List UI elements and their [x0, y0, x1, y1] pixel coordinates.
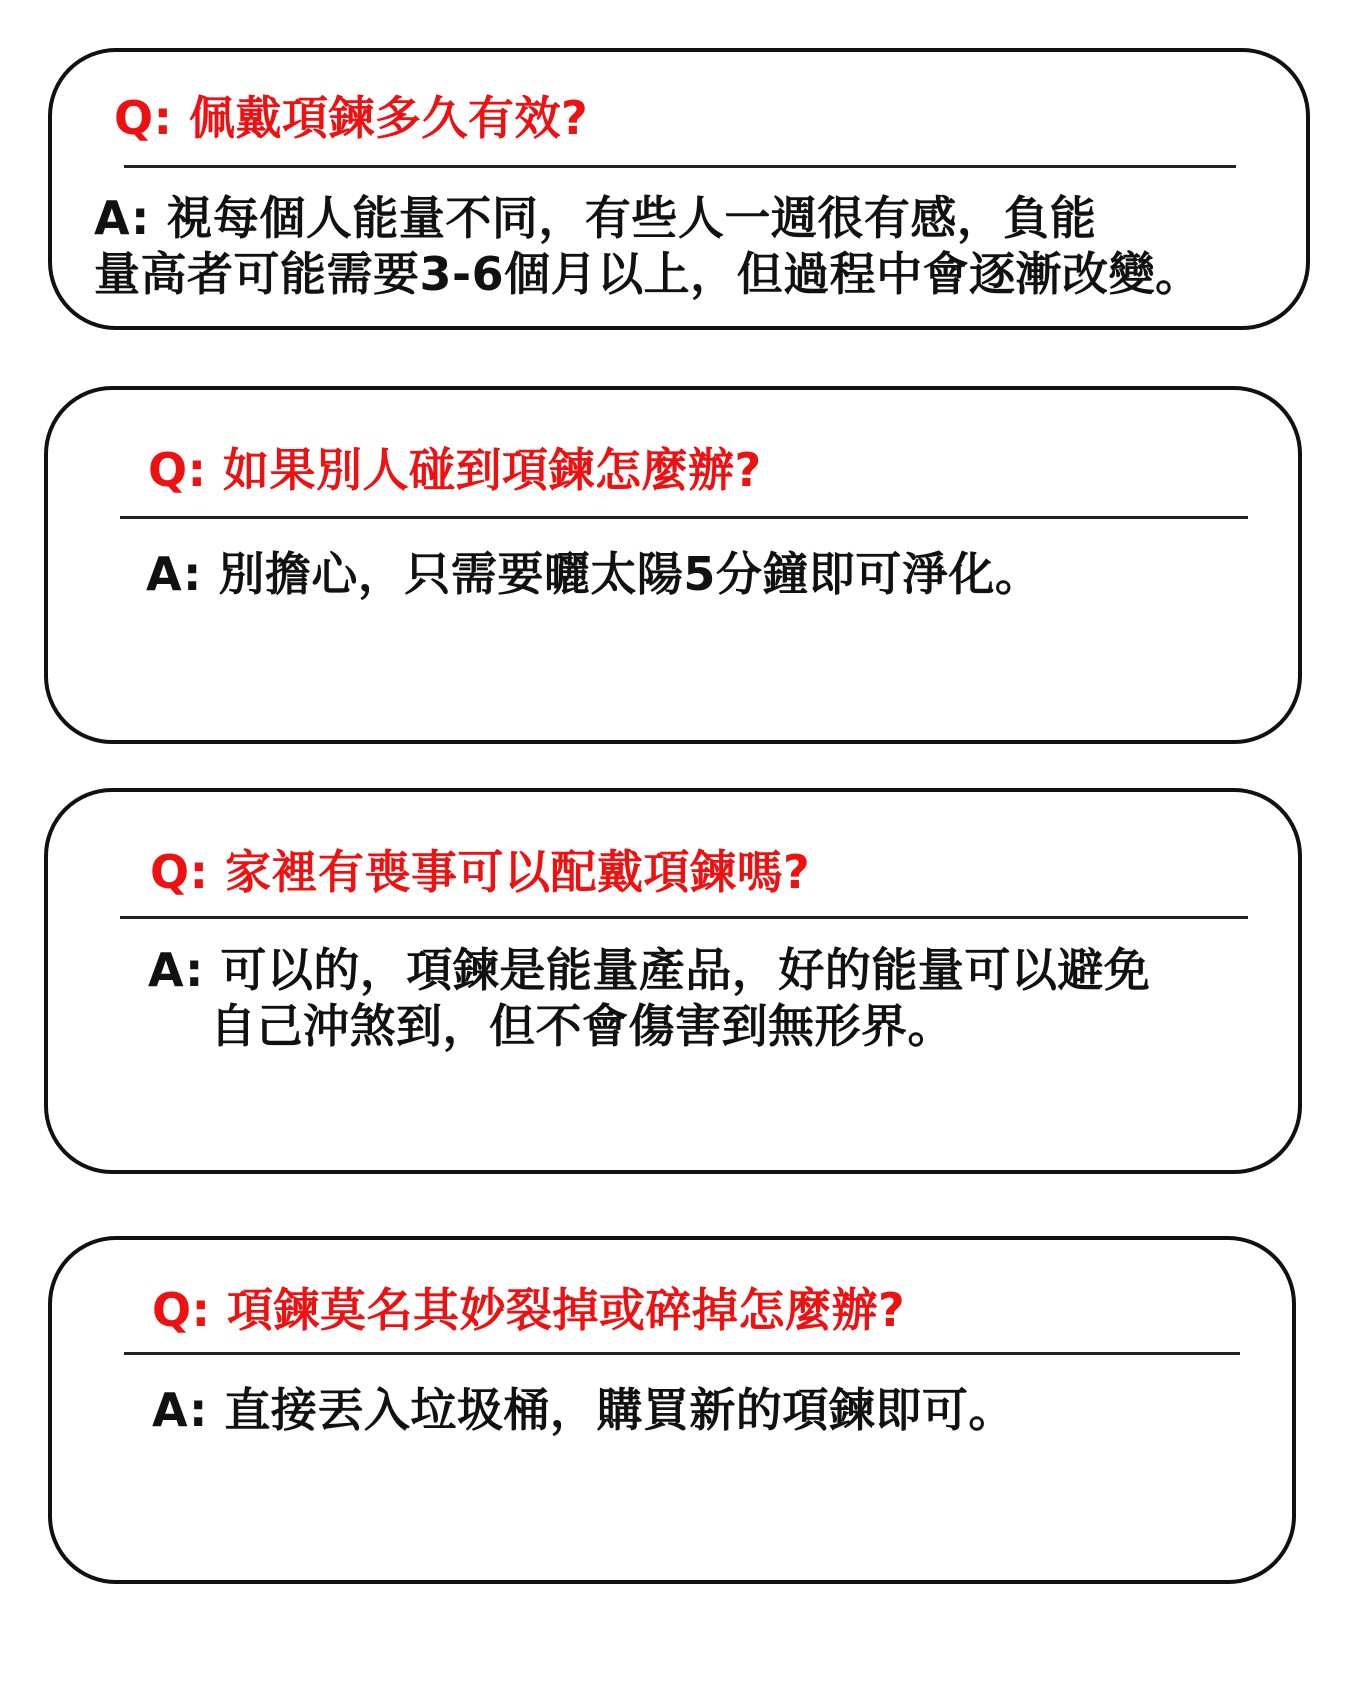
faq-answer	[152, 1382, 1015, 1438]
faq-card-4	[48, 1236, 1296, 1584]
faq-card-2	[44, 386, 1302, 744]
faq-card-3	[44, 788, 1302, 1174]
faq-answer-line: 量高者可能需要3-6個月以上，但過程中會逐漸改變。	[94, 247, 1202, 301]
faq-answer-line: A: 直接丟入垃圾桶，購買新的項鍊即可。	[152, 1383, 1015, 1437]
faq-question: Q: 項鍊莫名其妙裂掉或碎掉怎麼辦?	[152, 1283, 906, 1337]
divider	[124, 165, 1236, 168]
faq-answer	[94, 190, 1202, 302]
faq-question: Q: 家裡有喪事可以配戴項鍊嗎?	[150, 845, 811, 899]
faq-card-1	[48, 48, 1310, 330]
faq-answer	[148, 942, 1150, 1054]
divider	[120, 516, 1248, 519]
faq-question: Q: 如果別人碰到項鍊怎麼辦?	[148, 443, 762, 497]
faq-answer	[146, 546, 1041, 602]
faq-answer-line: A: 可以的，項鍊是能量產品，好的能量可以避免	[148, 943, 1151, 997]
divider	[124, 1352, 1240, 1355]
faq-answer-line: 自己沖煞到，但不會傷害到無形界。	[210, 999, 954, 1053]
faq-question: Q: 佩戴項鍊多久有效?	[114, 91, 589, 145]
faq-answer-line: A: 視每個人能量不同，有些人一週很有感，負能	[94, 191, 1097, 245]
divider	[120, 916, 1248, 919]
faq-answer-line: A: 別擔心，只需要曬太陽5分鐘即可淨化。	[146, 547, 1042, 601]
